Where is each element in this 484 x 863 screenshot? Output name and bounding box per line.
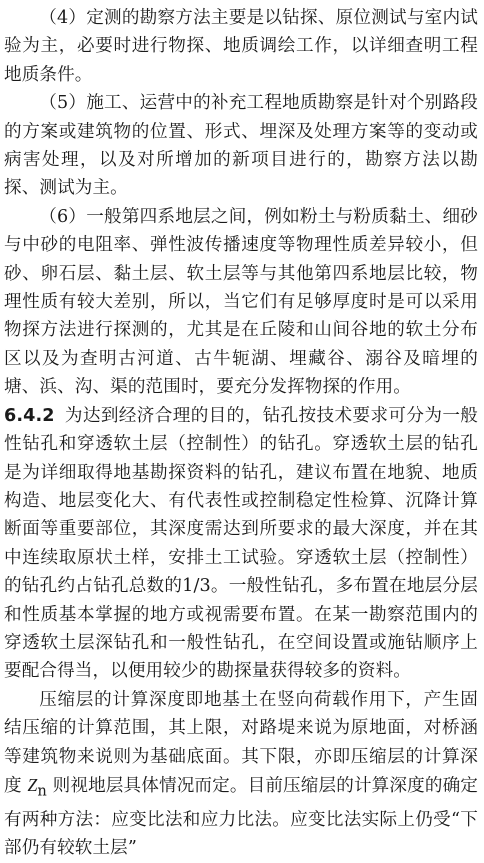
paragraph-item-5: （5）施工、运营中的补充工程地质勘察是针对个别路段的方案或建筑物的位置、形式、埋深及处理方案等的变动或病害处理，以及对所增加的新项目进行的，勘察方法以勘探、测试为主。	[4, 93, 478, 199]
section-number: 6.4.2	[4, 405, 55, 426]
compression-text-after: 则视地层具体情况而定。目前压缩层的计算深度的确定有两种方法：应变比法和应力比法。应变比法实际上仍受“下部仍有较软土层”	[4, 775, 478, 859]
section-6-4-2	[4, 402, 478, 686]
compression-text-before: 压缩层的计算深度即地基土在竖向荷载作用下，产生固结压缩的计算范围，其上限，对路堤来说为原地面，对桥涵等建筑物来说则为基础底面。其下限，亦即压缩层的计算深度	[4, 689, 478, 796]
paragraph-item-4: （4）定测的勘察方法主要是以钻探、原位测试与室内试验为主，必要时进行物探、地质调绘工作，以详细查明工程地质条件。	[4, 8, 478, 85]
depth-symbol: Z	[27, 774, 38, 795]
depth-symbol-subscript: n	[37, 782, 47, 800]
paragraph-item-6: （6）一般第四系地层之间，例如粉土与粉质黏土、细砂与中砂的电阻率、弹性波传播速度等物理性质差异较小，但砂、卵石层、黏土层、软土层等与其他第四系地层比较，物理性质有较大差别，所以，当它们有足够厚度时是可以采用物探方法进行探测的，尤其是在丘陵和山间谷地的软土分布区以及为查明古河道、古牛轭湖、埋藏谷、溺谷及暗埋的塘、浜、沟、渠的范围时，要充分发挥物探的作用。	[4, 206, 478, 398]
paragraph-compression-layer	[4, 686, 478, 863]
section-6-4-2-text: 为达到经济合理的目的，钻孔按技术要求可分为一般性钻孔和穿透软土层（控制性）的钻孔。穿透软土层的钻孔是为详细取得地基勘探资料的钻孔，建议布置在地貌、地质构造、地层变化大、有代表性或控制稳定性检算、沉降计算断面等重要部位，其深度需达到所要求的最大深度，并在其中连续取原状土样，安排土工试验。穿透软土层（控制性）的钻孔约占钻孔总数的1/3。一般性钻孔，多布置在地层分层和性质基本掌握的地方或视需要布置。在某一勘察范围内的穿透软土层深钻孔和一般性钻孔，在空间设置或施钻顺序上要配合得当，以便用较少的勘探量获得较多的资料。	[4, 405, 478, 682]
